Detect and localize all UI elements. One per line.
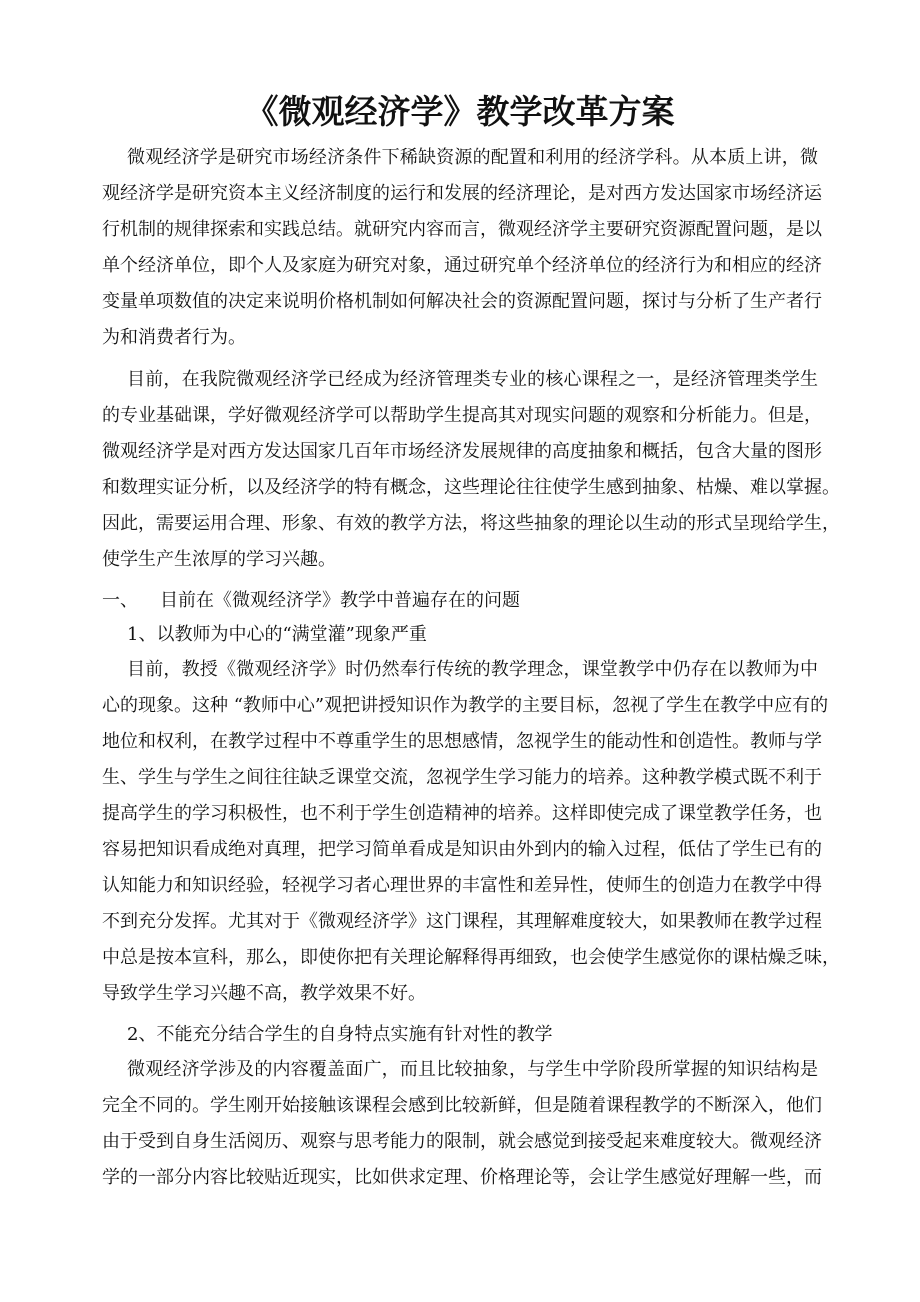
section-title: 目前在《微观经济学》教学中普遍存在的问题 (160, 590, 520, 611)
text-line: 生、学生与学生之间往往缺乏课堂交流，忽视学生学习能力的培养。这种教学模式既不利于 (102, 767, 822, 788)
text-line: 学的一部分内容比较贴近现实，比如供求定理、价格理论等，会让学生感觉好理解一些，而 (102, 1167, 822, 1188)
paragraph-student-characteristics (102, 1052, 822, 1196)
text-line: 容易把知识看成绝对真理，把学习简单看成是知识由外到内的输入过程，低估了学生已有的 (102, 839, 822, 860)
text-line: 认知能力和知识经验，轻视学习者心理世界的丰富性和差异性，使师生的创造力在教学中得 (102, 875, 822, 896)
text-line: 提高学生的学习积极性，也不利于学生创造精神的培养。这样即使完成了课堂教学任务，也 (102, 803, 822, 824)
section-heading (102, 584, 818, 618)
document-title: 《微观经济学》教学改革方案 (245, 92, 675, 131)
paragraph-current-status (102, 362, 840, 578)
text-line: 目前，教授《微观经济学》时仍然奉行传统的教学理念，课堂教学中仍存在以教师为中 (127, 659, 818, 680)
text-line: 由于受到自身生活阅历、观察与思考能力的限制，就会感觉到接受起来难度较大。微观经济 (102, 1131, 822, 1152)
text-line: 使学生产生浓厚的学习兴趣。 (102, 549, 336, 570)
text-line: 观经济学是研究资本主义经济制度的运行和发展的经济理论，是对西方发达国家市场经济运 (102, 183, 822, 204)
paragraph-intro (102, 140, 822, 356)
text-line: 为和消费者行为。 (102, 327, 246, 348)
document-page (102, 90, 840, 1202)
text-line: 微观经济学是对西方发达国家几百年市场经济发展规律的高度抽象和概括，包含大量的图形 (102, 441, 822, 462)
text-line: 因此，需要运用合理、形象、有效的教学方法，将这些抽象的理论以生动的形式呈现给学生， (102, 513, 840, 534)
text-line: 的专业基础课，学好微观经济学可以帮助学生提高其对现实问题的观察和分析能力。但是， (102, 405, 822, 426)
subsection-heading: 1、以教师为中心的“满堂灌”现象严重 (127, 624, 427, 645)
subsection-heading: 2、不能充分结合学生的自身特点实施有针对性的教学 (127, 1024, 553, 1045)
paragraph-teacher-centered (102, 652, 840, 1012)
section-number: 一、 (102, 590, 138, 611)
text-line: 行机制的规律探索和实践总结。就研究内容而言，微观经济学主要研究资源配置问题，是以 (102, 219, 822, 240)
text-line: 目前，在我院微观经济学已经成为经济管理类专业的核心课程之一，是经济管理类学生 (127, 369, 818, 390)
text-line: 心的现象。这种 “教师中心”观把讲授知识作为教学的主要目标，忽视了学生在教学中应有的 (102, 695, 829, 716)
text-line: 和数理实证分析，以及经济学的特有概念，这些理论往往使学生感到抽象、枯燥、难以掌握。 (102, 477, 840, 498)
document-body (102, 140, 840, 1196)
text-line: 导致学生学习兴趣不高，教学效果不好。 (102, 983, 426, 1004)
text-line: 变量单项数值的决定来说明价格机制如何解决社会的资源配置问题，探讨与分析了生产者行 (102, 291, 822, 312)
text-line: 微观经济学涉及的内容覆盖面广，而且比较抽象，与学生中学阶段所掌握的知识结构是 (127, 1059, 818, 1080)
text-line: 不到充分发挥。尤其对于《微观经济学》这门课程，其理解难度较大，如果教师在教学过程 (102, 911, 822, 932)
text-line: 地位和权利，在教学过程中不尊重学生的思想感情，忽视学生的能动性和创造性。教师与学 (102, 731, 822, 752)
text-line: 微观经济学是研究市场经济条件下稀缺资源的配置和利用的经济学科。从本质上讲，微 (127, 147, 818, 168)
text-line: 完全不同的。学生刚开始接触该课程会感到比较新鲜，但是随着课程教学的不断深入，他们 (102, 1095, 822, 1116)
text-line: 中总是按本宣科，那么，即使你把有关理论解释得再细致，也会使学生感觉你的课枯燥乏味， (102, 947, 840, 968)
text-line: 单个经济单位，即个人及家庭为研究对象，通过研究单个经济单位的经济行为和相应的经济 (102, 255, 822, 276)
